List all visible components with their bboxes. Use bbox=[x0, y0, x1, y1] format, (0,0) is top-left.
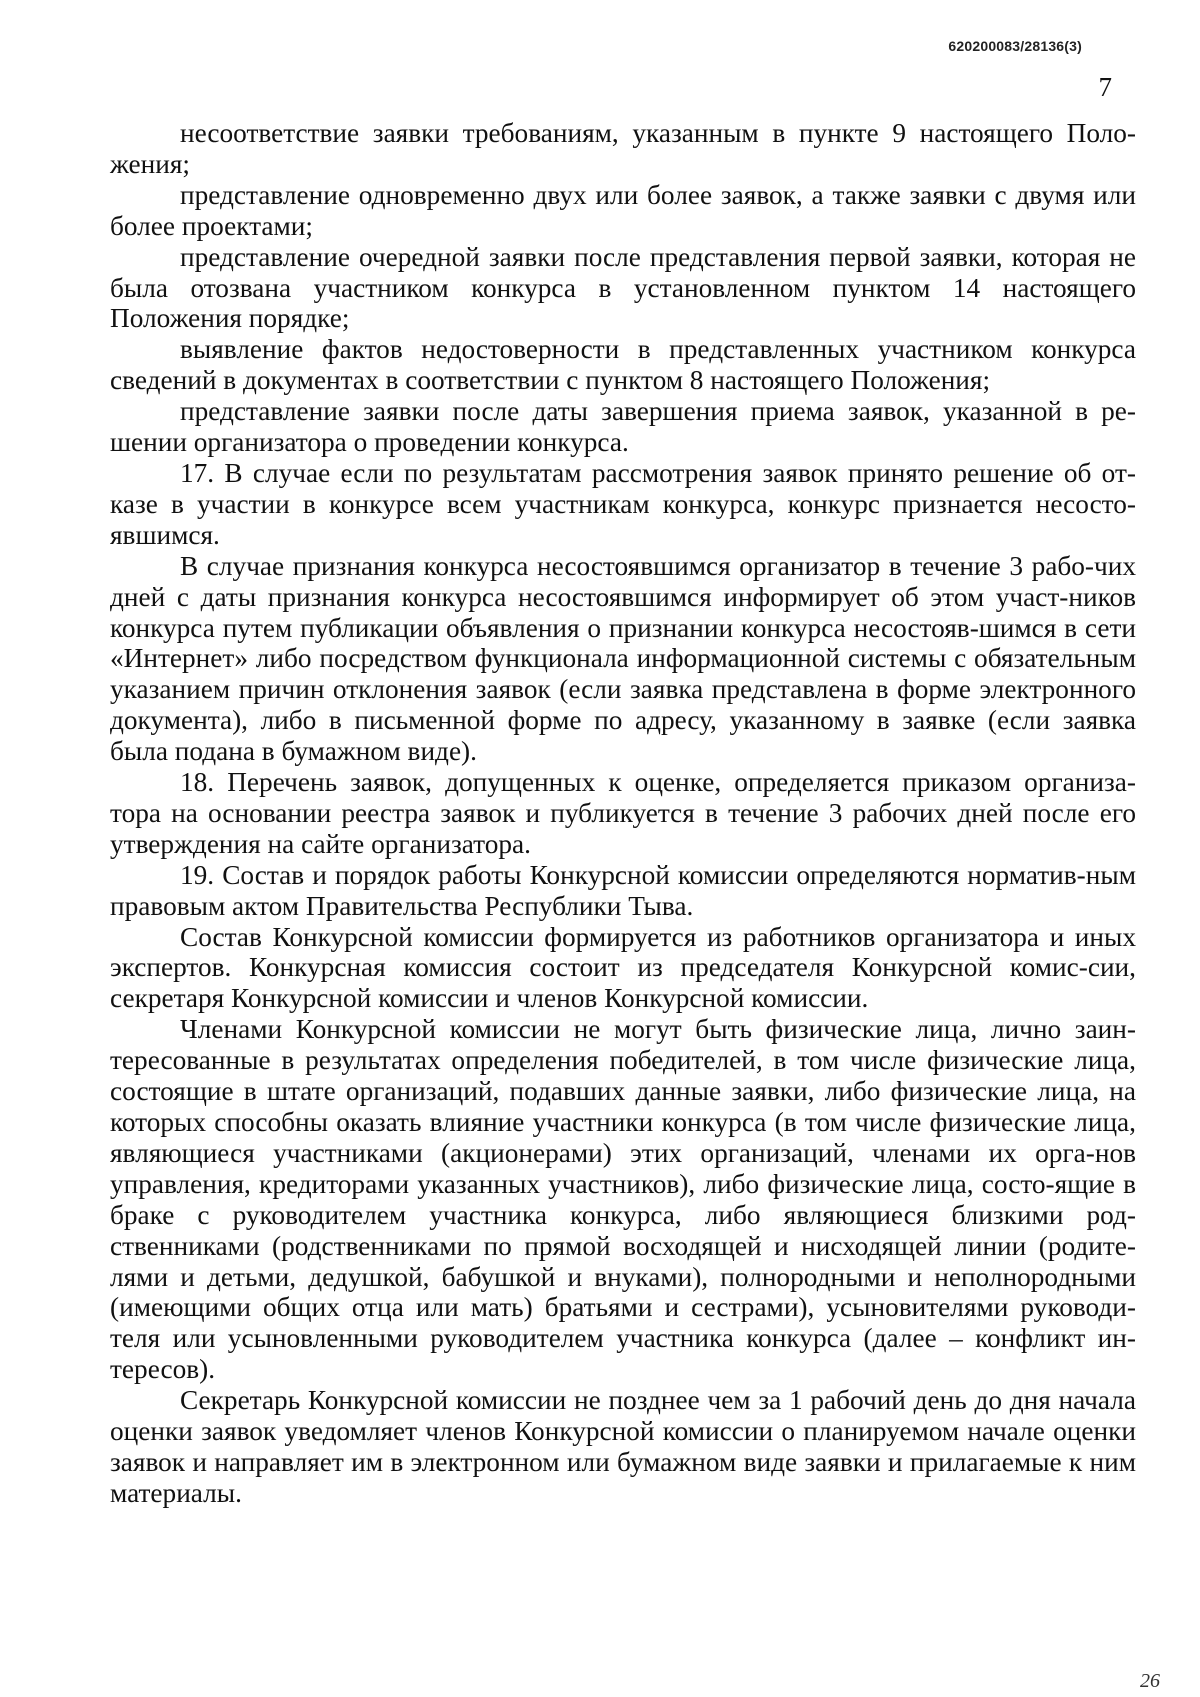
page-number: 7 bbox=[1098, 72, 1112, 102]
paragraph: Состав Конкурсной комиссии формируется из работников организатора и иных экспертов. Конкурсная комиссия состоит из председателя Конкурсной комис-сии, секретаря Конкурсной комиссии и членов Конкурсной комиссии. bbox=[110, 921, 1136, 1014]
document-code: 620200083/28136(3) bbox=[948, 38, 1082, 54]
paragraph: несоответствие заявки требованиям, указанным в пункте 9 настоящего Поло-жения; bbox=[110, 118, 1136, 179]
document-body bbox=[110, 118, 1136, 1509]
handwritten-corner-mark: 26 bbox=[1140, 1670, 1160, 1692]
paragraph: 19. Состав и порядок работы Конкурсной комиссии определяются норматив-ным правовым актом Правительства Республики Тыва. bbox=[110, 859, 1136, 921]
paragraph: выявление фактов недостоверности в представленных участником конкурса сведений в документах в соответствии с пунктом 8 настоящего Положения; bbox=[110, 334, 1136, 396]
paragraph: представление одновременно двух или более заявок, а также заявки с двумя или более проектами; bbox=[110, 179, 1136, 241]
paragraph: представление заявки после даты завершения приема заявок, указанной в ре-шении организатора о проведении конкурса. bbox=[110, 396, 1136, 458]
paragraph: Членами Конкурсной комиссии не могут быть физические лица, лично заин-тересованные в результатах определения победителей, в том числе физические лица, состоящие в штате организаций, подавших данные заявки, либо физические лица, на которых способны оказать влияние участники конкурса (в том числе физические лица, являющиеся участниками (акционерами) этих организаций, членами их орга-нов управления, кредиторами указанных участников), либо физические лица, состо-ящие в браке с руководителем участника конкурса, либо являющиеся близкими род-ственниками (родственниками по прямой восходящей и нисходящей линии (родите-лями и детьми, дедушкой, бабушкой и внуками), полнородными и неполнородными (имеющими общих отца или мать) братьями и сестрами), усыновителями руководи-теля или усыновленными руководителем участника конкурса (далее – конфликт ин-тересов). bbox=[110, 1014, 1136, 1385]
paragraph: В случае признания конкурса несостоявшимся организатор в течение 3 рабо-чих дней с даты признания конкурса несостоявшимся информирует об этом участ-ников конкурса путем публикации объявления о признании конкурса несостояв-шимся в сети «Интернет» либо посредством функционала информационной системы с обязательным указанием причин отклонения заявок (если заявка представлена в форме электронного документа), либо в письменной форме по адресу, указанному в заявке (если заявка была подана в бумажном виде). bbox=[110, 550, 1136, 767]
paragraph: 18. Перечень заявок, допущенных к оценке, определяется приказом организа-тора на основании реестра заявок и публикуется в течение 3 рабочих дней после его утверждения на сайте организатора. bbox=[110, 767, 1136, 859]
paragraph: Секретарь Конкурсной комиссии не позднее чем за 1 рабочий день до дня начала оценки заявок уведомляет членов Конкурсной комиссии о планируемом начале оценки заявок и направляет им в электронном или бумажном виде заявки и прилагаемые к ним материалы. bbox=[110, 1385, 1136, 1508]
paragraph: 17. В случае если по результатам рассмотрения заявок принято решение об от-казе в участии в конкурсе всем участникам конкурса, конкурс признается несосто-явшимся. bbox=[110, 457, 1136, 550]
paragraph: представление очередной заявки после представления первой заявки, которая не была отозвана участником конкурса в установленном пунктом 14 настоящего Положения порядке; bbox=[110, 241, 1136, 334]
